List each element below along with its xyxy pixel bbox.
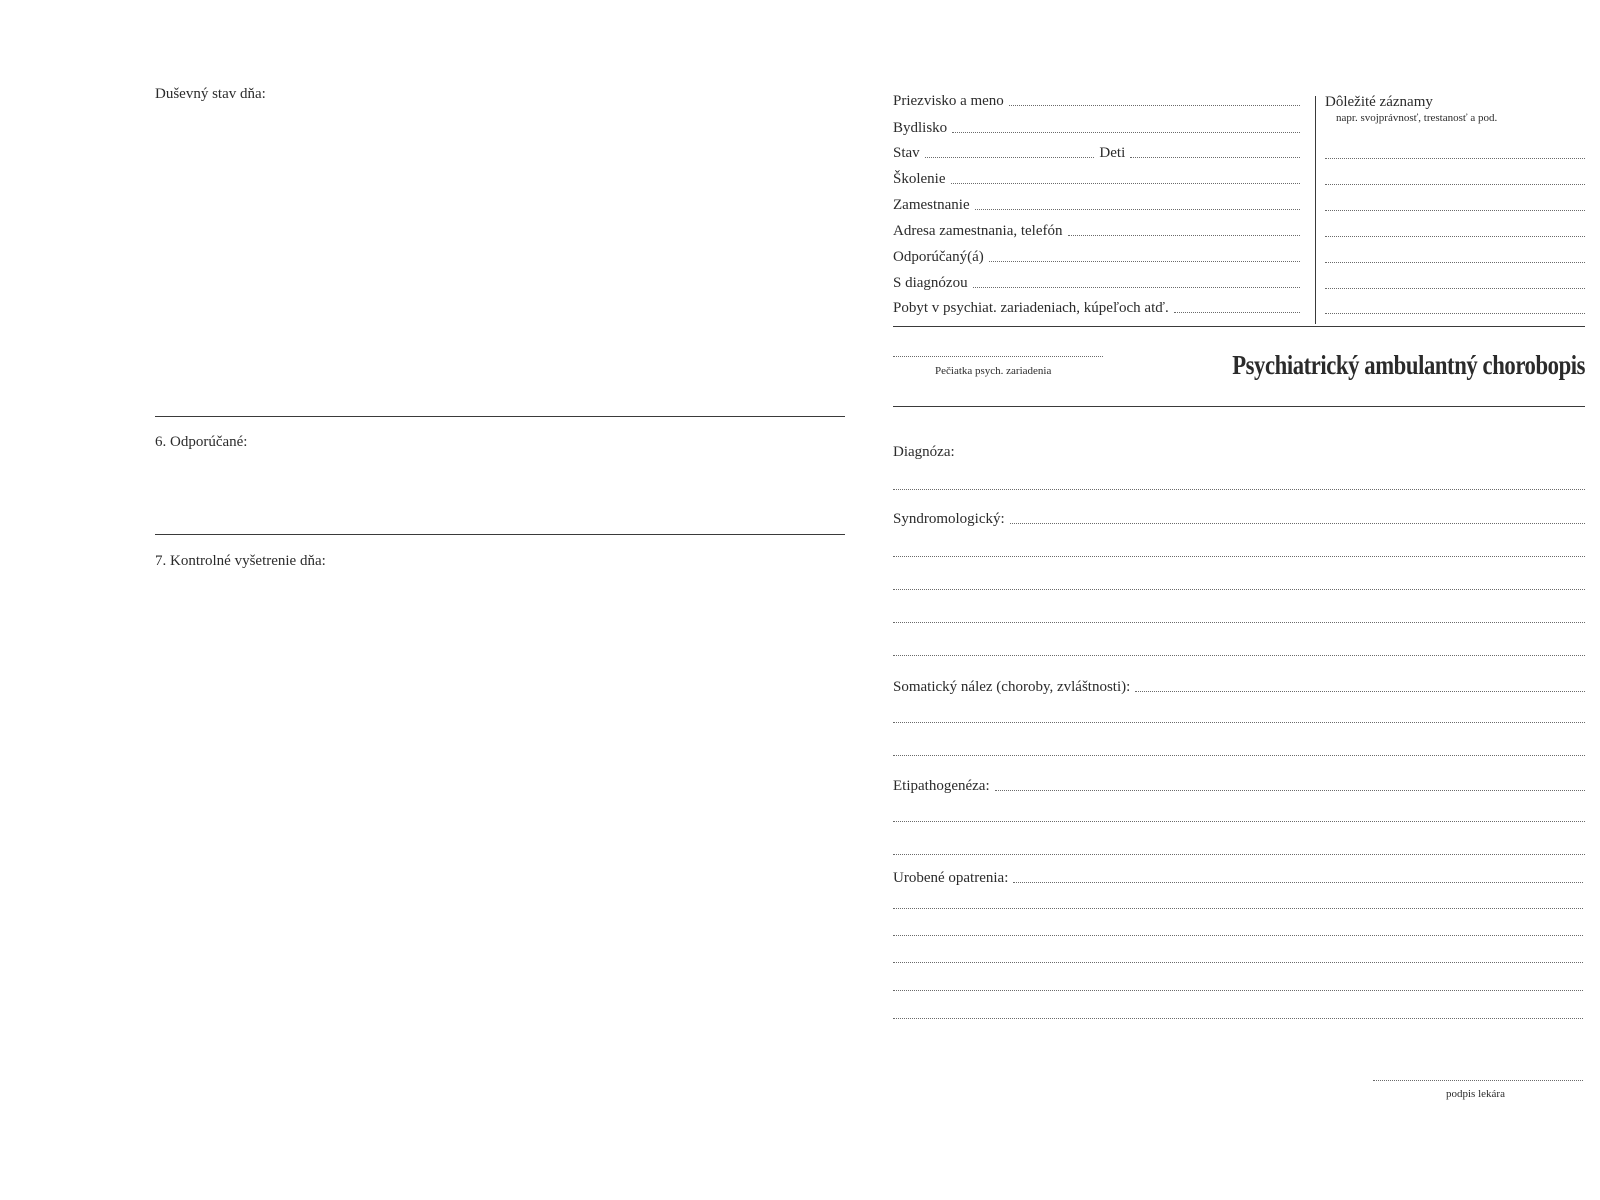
syndromological-line[interactable]	[893, 556, 1585, 557]
records-line[interactable]	[1325, 210, 1585, 211]
records-line[interactable]	[1325, 158, 1585, 159]
field-label: Odporúčaný(á)	[893, 249, 984, 265]
measures-line[interactable]	[893, 962, 1583, 963]
diagnosis-line[interactable]	[893, 489, 1585, 490]
measures-line[interactable]	[893, 908, 1583, 909]
field-syndromological[interactable]	[893, 510, 1585, 528]
control-exam-label: 7. Kontrolné vyšetrenie dňa:	[155, 553, 326, 569]
field-etiopathogenesis[interactable]	[893, 777, 1585, 795]
mental-state-label: Duševný stav dňa:	[155, 86, 266, 102]
syndromological-line[interactable]	[893, 622, 1585, 623]
stamp-line	[893, 356, 1103, 357]
title-divider	[893, 406, 1585, 407]
etiopathogenesis-line[interactable]	[893, 854, 1585, 855]
field-label: Urobené opatrenia:	[893, 870, 1009, 886]
records-title: Dôležité záznamy	[1325, 94, 1433, 110]
syndromological-line[interactable]	[893, 655, 1585, 656]
field-education[interactable]	[893, 170, 1300, 188]
field-label: Priezvisko a meno	[893, 93, 1004, 109]
column-divider	[1315, 96, 1316, 324]
measures-line[interactable]	[893, 935, 1583, 936]
field-stay[interactable]	[893, 299, 1300, 317]
field-label: Stav	[893, 145, 920, 161]
field-employment[interactable]	[893, 196, 1300, 214]
somatic-line[interactable]	[893, 755, 1585, 756]
records-line[interactable]	[1325, 313, 1585, 314]
field-somatic[interactable]	[893, 678, 1585, 696]
etiopathogenesis-line[interactable]	[893, 821, 1585, 822]
section-divider	[155, 534, 845, 535]
form-title: Psychiatrický ambulantný chorobopis	[1232, 350, 1585, 380]
field-label: Etipathogenéza:	[893, 778, 990, 794]
somatic-line[interactable]	[893, 722, 1585, 723]
records-subtitle: napr. svojprávnosť, trestanosť a pod.	[1336, 112, 1498, 124]
header-divider	[893, 326, 1585, 327]
field-work-address[interactable]	[893, 222, 1300, 240]
field-label: Somatický nález (choroby, zvláštnosti):	[893, 679, 1131, 695]
field-referred[interactable]	[893, 248, 1300, 266]
field-label: Syndromologický:	[893, 511, 1005, 527]
signature-line[interactable]	[1373, 1080, 1583, 1081]
field-label: Bydlisko	[893, 120, 948, 136]
field-with-diagnosis[interactable]	[893, 274, 1300, 292]
field-label: Školenie	[893, 171, 946, 187]
records-line[interactable]	[1325, 288, 1585, 289]
field-label: Zamestnanie	[893, 197, 970, 213]
signature-label: podpis lekára	[1446, 1088, 1505, 1100]
field-residence[interactable]	[893, 119, 1300, 137]
records-line[interactable]	[1325, 184, 1585, 185]
records-line[interactable]	[1325, 262, 1585, 263]
records-line[interactable]	[1325, 236, 1585, 237]
diagnosis-label: Diagnóza:	[893, 444, 955, 460]
field-status-children[interactable]	[893, 144, 1300, 162]
field-measures[interactable]	[893, 869, 1583, 887]
recommended-label: 6. Odporúčané:	[155, 434, 248, 450]
field-label: S diagnózou	[893, 275, 968, 291]
field-label: Adresa zamestnania, telefón	[893, 223, 1063, 239]
field-label: Deti	[1099, 145, 1126, 161]
measures-line[interactable]	[893, 990, 1583, 991]
section-divider	[155, 416, 845, 417]
stamp-label: Pečiatka psych. zariadenia	[935, 365, 1052, 377]
syndromological-line[interactable]	[893, 589, 1585, 590]
field-label: Pobyt v psychiat. zariadeniach, kúpeľoch atď.	[893, 300, 1169, 316]
measures-line[interactable]	[893, 1018, 1583, 1019]
field-surname-name[interactable]	[893, 92, 1300, 110]
